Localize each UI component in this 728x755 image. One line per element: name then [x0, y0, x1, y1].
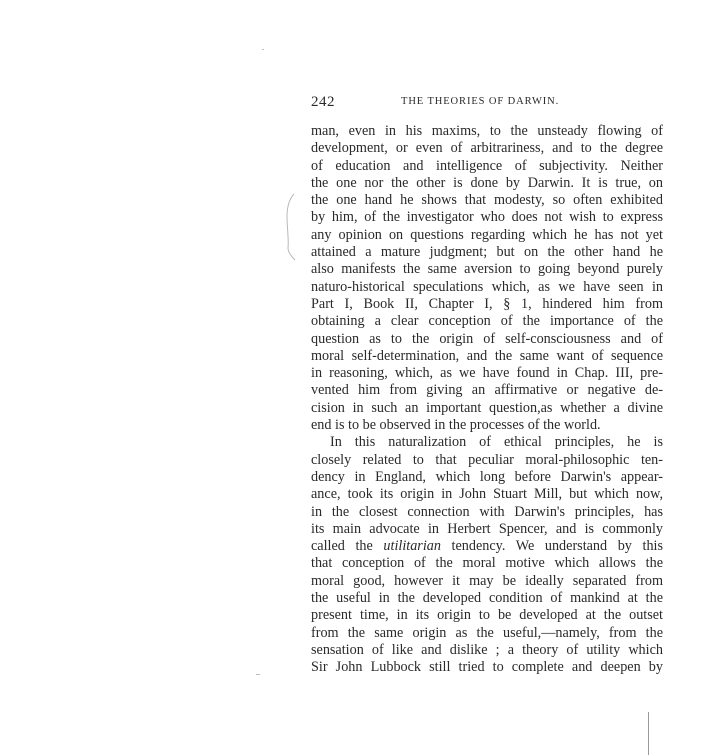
text-line: closely related to that peculiar moral-philosophic ten-: [311, 451, 663, 468]
text-line: naturo-historical speculations which, as we have seen in: [311, 278, 663, 295]
text-line: the one nor the other is done by Darwin. It is true, on: [311, 174, 663, 191]
text-line: end is to be observed in the processes of the world.: [311, 417, 601, 434]
page-edge-line: [648, 712, 649, 755]
text-line: by him, of the investigator who does not wish to express: [311, 209, 663, 226]
text-line: dency in England, which long before Darwin's appear-: [311, 468, 663, 485]
text-line: question as to the origin of self-consciousness and of: [311, 330, 663, 347]
page-body: [311, 123, 663, 677]
text-line: the useful in the developed condition of mankind at the: [311, 590, 663, 607]
text-line: that conception of the moral motive which allows the: [311, 555, 663, 572]
text-line: present time, in its origin to be developed at the outset: [311, 607, 663, 624]
page-number: 242: [311, 94, 335, 110]
text-line: sensation of like and dislike ; a theory of utility which: [311, 641, 663, 658]
text-line: moral good, however it may be ideally separated from: [311, 572, 663, 589]
text-line: called the utilitarian tendency. We understand by this: [311, 538, 663, 555]
text-line: ance, took its origin in John Stuart Mill, but which now,: [311, 486, 663, 503]
text-line: development, or even of arbitrariness, and to the degree: [311, 140, 663, 157]
running-head: THE THEORIES OF DARWIN.: [401, 96, 560, 107]
text-line: cision in such an important question,as whether a divine: [311, 399, 663, 416]
text-line: moral self-determination, and the same want of sequence: [311, 347, 663, 364]
text-line: obtaining a clear conception of the importance of the: [311, 313, 663, 330]
text-line: of education and intelligence of subjectivity. Neither: [311, 157, 663, 174]
page-header: [311, 94, 663, 112]
text-line: the one hand he shows that modesty, so often exhibited: [311, 192, 663, 209]
text-line: in the closest connection with Darwin's principles, has: [311, 503, 663, 520]
text-line: attained a mature judgment; but on the other hand he: [311, 244, 663, 261]
text-line: any opinion on questions regarding which he has not yet: [311, 226, 663, 243]
paper-speck: [256, 674, 260, 675]
paper-speck: [262, 49, 264, 50]
text-line: its main advocate in Herbert Spencer, and is commonly: [311, 520, 663, 537]
text-line: also manifests the same aversion to going beyond purely: [311, 261, 663, 278]
text-line: Part I, Book II, Chapter I, § 1, hindered him from: [311, 295, 663, 312]
text-line: Sir John Lubbock still tried to complete and deepen by: [311, 659, 663, 676]
text-line: In this naturalization of ethical principles, he is: [330, 434, 663, 451]
text-line: in reasoning, which, as we have found in Chap. III, pre-: [311, 365, 663, 382]
margin-pencil-mark: [283, 192, 297, 262]
text-line: from the same origin as the useful,—namely, from the: [311, 624, 663, 641]
text-line: man, even in his maxims, to the unsteady flowing of: [311, 123, 663, 139]
text-line: vented him from giving an affirmative or negative de-: [311, 382, 663, 399]
